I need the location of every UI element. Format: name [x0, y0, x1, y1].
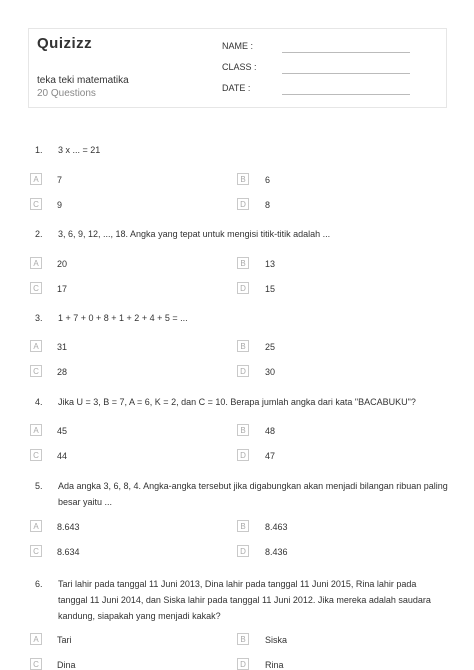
question-text: 1 + 7 + 0 + 8 + 1 + 2 + 4 + 5 = ... — [58, 313, 188, 323]
option-a-text: 31 — [57, 342, 68, 352]
option-c-text: Dina — [57, 660, 76, 670]
question-number: 5. — [35, 481, 43, 491]
option-b-text: 6 — [265, 175, 271, 185]
option-d-text: 8 — [265, 200, 271, 210]
option-a-text: 45 — [57, 426, 68, 436]
option-b-text: 48 — [265, 426, 276, 436]
date-line — [282, 94, 410, 95]
option-d-box[interactable]: D — [237, 658, 249, 670]
option-b-box[interactable]: B — [237, 340, 249, 352]
question-text: 3 x ... = 21 — [58, 145, 101, 155]
option-d-box[interactable]: D — [237, 365, 249, 377]
option-c-box[interactable]: C — [30, 198, 42, 210]
option-c-box[interactable]: C — [30, 545, 42, 557]
option-d-box[interactable]: D — [237, 282, 249, 294]
option-b-text: 25 — [265, 342, 276, 352]
option-a-text: 8.643 — [57, 522, 80, 532]
class-line — [282, 73, 410, 74]
option-c-box[interactable]: C — [30, 365, 42, 377]
option-b-box[interactable]: B — [237, 424, 249, 436]
quizizz-logo: Quizizz — [37, 35, 93, 52]
name-line — [282, 52, 410, 53]
option-d-text: 8.436 — [265, 547, 288, 557]
option-b-box[interactable]: B — [237, 633, 249, 645]
question-text: 3, 6, 9, 12, ..., 18. Angka yang tepat untuk mengisi titik-titik adalah ... — [58, 229, 331, 239]
option-c-text: 44 — [57, 451, 68, 461]
option-d-text: 47 — [265, 451, 276, 461]
question-text: Jika U = 3, B = 7, A = 6, K = 2, dan C = 10. Berapa jumlah angka dari kata "BACABUKU"? — [58, 397, 416, 407]
option-b-box[interactable]: B — [237, 173, 249, 185]
question-number: 1. — [35, 145, 43, 155]
option-c-box[interactable]: C — [30, 282, 42, 294]
question-number: 4. — [35, 397, 43, 407]
date-label: DATE : — [222, 83, 251, 93]
name-label: NAME : — [222, 41, 254, 51]
option-b-box[interactable]: B — [237, 257, 249, 269]
option-c-text: 9 — [57, 200, 63, 210]
option-a-box[interactable]: A — [30, 173, 42, 185]
option-a-box[interactable]: A — [30, 424, 42, 436]
option-a-box[interactable]: A — [30, 340, 42, 352]
option-d-box[interactable]: D — [237, 198, 249, 210]
option-b-box[interactable]: B — [237, 520, 249, 532]
option-a-text: 20 — [57, 259, 68, 269]
option-b-text: Siska — [265, 635, 288, 645]
question-text: Ada angka 3, 6, 8, 4. Angka-angka tersebut jika digabungkan akan menjadi bilangan ribuan paling besar yaitu ... — [58, 481, 448, 507]
option-a-box[interactable]: A — [30, 257, 42, 269]
option-c-text: 8.634 — [57, 547, 80, 557]
option-a-box[interactable]: A — [30, 633, 42, 645]
option-c-text: 17 — [57, 284, 68, 294]
question-text: Tari lahir pada tanggal 11 Juni 2013, Dina lahir pada tanggal 11 Juni 2015, Rina lahir pada tanggal 11 Juni 2014, dan Siska lahir pada tanggal 11 Juni 2012. Jika mereka adalah saudara kandung, siapakah yang menjadi kakak? — [58, 579, 431, 621]
question-count: 20 Questions — [37, 88, 96, 99]
option-c-box[interactable]: C — [30, 658, 42, 670]
quiz-title: teka teki matematika — [37, 75, 129, 86]
option-a-text: Tari — [57, 635, 72, 645]
option-d-box[interactable]: D — [237, 545, 249, 557]
question-number: 2. — [35, 229, 43, 239]
option-c-text: 28 — [57, 367, 68, 377]
option-d-text: Rina — [265, 660, 284, 670]
class-label: CLASS : — [222, 62, 257, 72]
option-b-text: 8.463 — [265, 522, 288, 532]
option-a-box[interactable]: A — [30, 520, 42, 532]
option-b-text: 13 — [265, 259, 276, 269]
option-d-text: 15 — [265, 284, 276, 294]
question-number: 6. — [35, 579, 43, 589]
option-a-text: 7 — [57, 175, 63, 185]
option-d-box[interactable]: D — [237, 449, 249, 461]
question-number: 3. — [35, 313, 43, 323]
option-c-box[interactable]: C — [30, 449, 42, 461]
option-d-text: 30 — [265, 367, 276, 377]
